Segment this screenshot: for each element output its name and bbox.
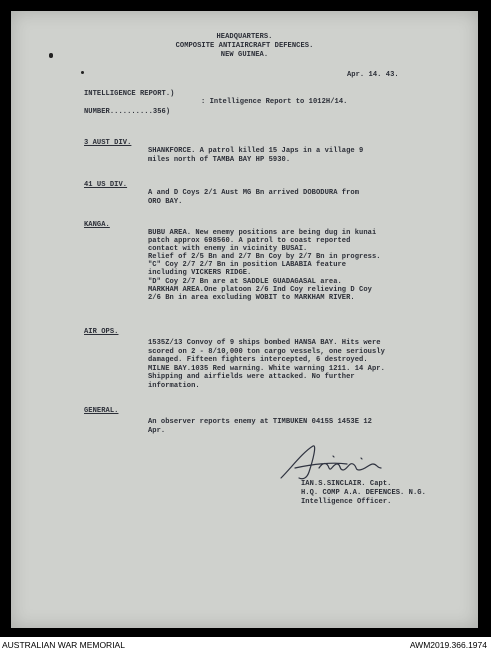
signature-unit: H.Q. COMP A.A. DEFENCES. N.G.	[301, 489, 426, 497]
section-line: patch approx 698560. A patrol to coast reported	[148, 237, 351, 245]
section-line: scored on 2 - 8/10,000 ton cargo vessels, one seriously	[148, 348, 385, 356]
report-type-label: INTELLIGENCE REPORT.)	[84, 90, 175, 98]
institution-name: AUSTRALIAN WAR MEMORIAL	[2, 640, 125, 650]
caption-bar	[0, 637, 491, 653]
header-line-3: NEW GUINEA.	[220, 51, 269, 59]
section-line: BUBU AREA. New enemy positions are being dug in kunai	[148, 229, 377, 237]
section-line: Shipping and airfields were attacked. No further	[148, 373, 355, 381]
accession-number: AWM2019.366.1974	[409, 640, 487, 650]
section-line: 2/6 Bn in area excluding WOBIT to MARKHAM RIVER.	[148, 294, 355, 302]
section-line: miles north of TAMBA BAY HP 5930.	[148, 156, 291, 164]
section-line: An observer reports enemy at TIMBUKEN 0415S 1453E 12	[148, 418, 372, 426]
header-line-2: COMPOSITE ANTIAIRCRAFT DEFENCES.	[175, 42, 314, 50]
section-line: Apr.	[148, 427, 166, 435]
section-line: ORO BAY.	[148, 198, 183, 206]
section-line: SHANKFORCE. A patrol killed 15 Japs in a village 9	[148, 147, 364, 155]
section-line: A and D Coys 2/1 Aust MG Bn arrived DOBODURA from	[148, 189, 360, 197]
section-heading: KANGA.	[84, 221, 110, 229]
section-line: MILNE BAY.1035 Red warning. White warning 1211. 14 Apr.	[148, 365, 385, 373]
section-line: "D" Coy 2/7 Bn are at SADDLE GUADAGASAL area.	[148, 278, 342, 286]
section-heading: GENERAL.	[84, 407, 119, 415]
document-page	[11, 11, 478, 628]
report-recipient: : Intelligence Report to 1012H/14.	[201, 98, 348, 106]
section-line: contact with enemy in vicinity BUSAI.	[148, 245, 308, 253]
section-line: damaged. Fifteen fighters intercepted, 6 destroyed.	[148, 356, 368, 364]
report-date: Apr. 14. 43.	[347, 71, 399, 79]
section-line: MARKHAM AREA.One platoon 2/6 Ind Coy relieving D Coy	[148, 286, 372, 294]
section-heading: 3 AUST DIV.	[84, 139, 132, 147]
section-line: information.	[148, 382, 200, 390]
section-line: Relief of 2/5 Bn and 2/7 Bn Coy by 2/7 Bn in progress.	[148, 253, 381, 261]
section-line: including VICKERS RIDGE.	[148, 269, 252, 277]
section-line: "C" Coy 2/7 2/7 Bn in position LABABIA feature	[148, 261, 347, 269]
report-number: NUMBER..........356)	[84, 108, 171, 116]
signature-role: Intelligence Officer.	[301, 498, 392, 506]
header-line-1: HEADQUARTERS.	[216, 33, 273, 41]
section-line: 1535Z/13 Convoy of 9 ships bombed HANSA BAY. Hits were	[148, 339, 381, 347]
section-heading: 41 US DIV.	[84, 181, 128, 189]
intelligence-report-text	[11, 11, 478, 628]
section-heading: AIR OPS.	[84, 328, 119, 336]
signature-name: IAN.S.SINCLAIR. Capt.	[301, 480, 392, 488]
